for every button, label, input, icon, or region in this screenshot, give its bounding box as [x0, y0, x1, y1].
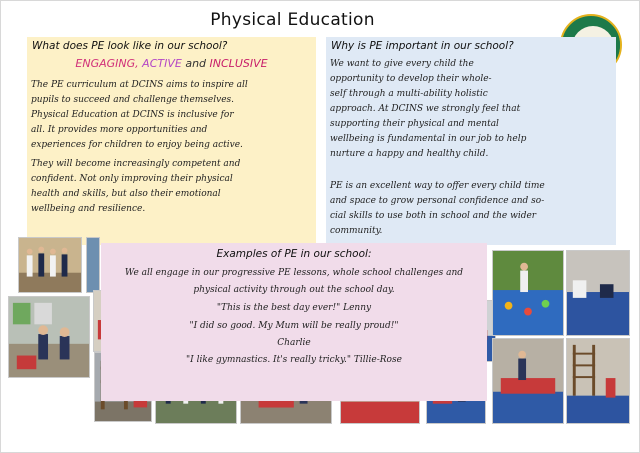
panel-heading: Examples of PE in our school: [216, 248, 372, 260]
left-paragraph-2 [31, 157, 312, 217]
text-line: supporting their physical and mental [330, 119, 499, 129]
examples-of-pe-panel [101, 243, 487, 401]
photo-wall-bars [566, 338, 630, 424]
panel-heading: What does PE look like in our school? [32, 40, 228, 52]
quote-lenny: "This is the best day ever!" Lenny [216, 303, 372, 313]
text-line: wellbeing and resilience. [31, 204, 146, 214]
value-active: ACTIVE [142, 57, 182, 70]
photo-blue-mats [566, 250, 630, 336]
text-line: confident. Not only improving their physical [31, 174, 233, 184]
text-line: pupils to succeed and challenge themselves. [31, 95, 235, 105]
text-line: all. It provides more opportunities and [31, 125, 208, 135]
left-paragraph-1 [31, 78, 312, 153]
text-line: PE is an excellent way to offer every child time [330, 181, 545, 191]
text-line: wellbeing is fundamental in our job to help [330, 134, 527, 144]
quote-charlie-name: Charlie [277, 338, 311, 348]
text-line: self through a multi-ability holistic [330, 89, 488, 99]
text-line: community. [330, 226, 383, 236]
photo-hall-activity [8, 296, 90, 378]
page-title: Physical Education [210, 10, 375, 30]
values-strapline [27, 57, 316, 70]
photo-children-lined-up [18, 237, 82, 293]
text-line: cial skills to use both in school and the wider [330, 211, 537, 221]
panel-heading: Why is PE important in our school? [331, 40, 514, 52]
what-pe-looks-like-panel [27, 37, 316, 245]
text-line: The PE curriculum at DCINS aims to inspire all [31, 80, 248, 90]
text-line: experiences for children to enjoy being active. [31, 140, 243, 150]
value-inclusive: INCLUSIVE [209, 57, 268, 70]
right-paragraph-2 [330, 179, 612, 239]
right-paragraph-1 [330, 57, 612, 162]
text-line: health and skills, but also their emotional [31, 189, 221, 199]
text-line: Physical Education at DCINS is inclusive for [31, 110, 234, 120]
quote-charlie: "I did so good. My Mum will be really proud!" [189, 321, 399, 331]
text-line: and space to grow personal confidence and so- [330, 196, 545, 206]
text-line: We all engage in our progressive PE lessons, whole school challenges and [124, 268, 464, 278]
text-line: We want to give every child the [330, 59, 474, 69]
photo-red-blocks [492, 338, 564, 424]
text-line: opportunity to develop their whole- [330, 74, 492, 84]
quote-tillie-rose: "I like gymnastics. It's really tricky." Tillie-Rose [186, 355, 402, 365]
text-line: nurture a happy and healthy child. [330, 149, 489, 159]
value-and: and [185, 57, 207, 70]
photo-strip [86, 237, 100, 293]
text-line: physical activity through out the school day. [193, 285, 395, 295]
why-pe-important-panel [326, 37, 616, 245]
text-line: approach. At DCINS we strongly feel that [330, 104, 521, 114]
photo-floor-markers [492, 250, 564, 336]
value-engaging: ENGAGING, [75, 57, 139, 70]
text-line: They will become increasingly competent and [31, 159, 241, 169]
